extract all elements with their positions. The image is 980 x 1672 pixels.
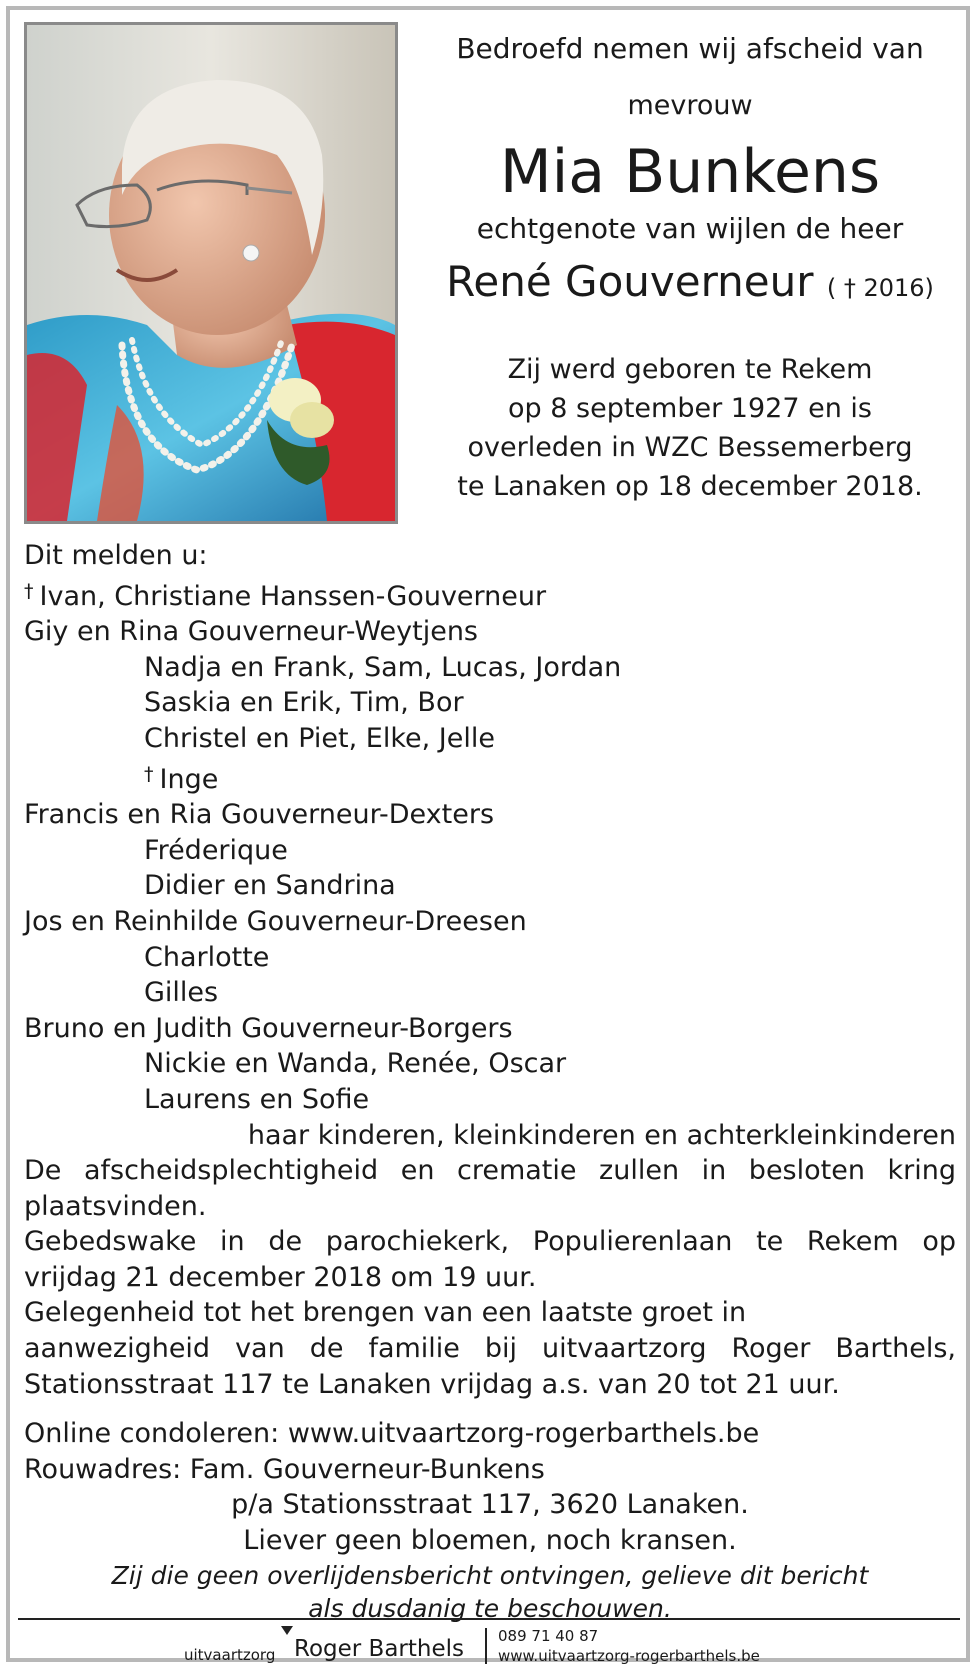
notice-line: De afscheidsplechtigheid en crematie zullen in besloten kring	[24, 1155, 956, 1187]
family-line: Nickie en Wanda, Renée, Oscar	[144, 1048, 567, 1080]
notice-line: Gebedswake in de parochiekerk, Populierenlaan te Rekem op	[24, 1226, 956, 1258]
triangle-down-icon	[281, 1626, 293, 1635]
family-line: Bruno en Judith Gouverneur-Borgers	[24, 1012, 513, 1044]
family-line: Saskia en Erik, Tim, Bor	[144, 687, 464, 719]
footer-divider	[18, 1618, 960, 1620]
portrait-illustration	[27, 25, 395, 521]
family-line: † Ivan, Christiane Hanssen-Gouverneur	[24, 579, 547, 612]
family-intro: Dit melden u:	[24, 540, 208, 571]
family-line: Jos en Reinhilde Gouverneur-Dreesen	[24, 905, 527, 937]
biography	[420, 350, 960, 506]
footer	[0, 1626, 980, 1666]
online-condolence: Online condoleren: www.uitvaartzorg-rogerbarthels.be	[24, 1418, 760, 1450]
bio-line: Zij werd geboren te Rekem	[507, 354, 873, 385]
flowers-note: Liever geen bloemen, noch kransen.	[243, 1525, 737, 1557]
family-line: Charlotte	[144, 941, 270, 973]
footer-phone: 089 71 40 87	[498, 1627, 599, 1645]
bio-line: te Lanaken op 18 december 2018.	[457, 471, 923, 502]
footer-company: Roger Barthels	[294, 1636, 464, 1662]
title-prefix: mevrouw	[627, 90, 753, 121]
footer-label: uitvaartzorg	[184, 1646, 276, 1664]
spouse-death-year: ( † 2016)	[826, 274, 934, 302]
family-line: Gilles	[144, 977, 219, 1009]
family-line: Laurens en Sofie	[144, 1083, 370, 1115]
deceased-name: Mia Bunkens	[499, 137, 881, 207]
bio-line: overleden in WZC Bessemerberg	[467, 432, 913, 463]
family-closing: haar kinderen, kleinkinderen en achterkleinkinderen	[247, 1119, 956, 1151]
notice-line: vrijdag 21 december 2018 om 19 uur.	[24, 1261, 537, 1293]
spacer	[24, 1402, 956, 1416]
bio-line: op 8 september 1927 en is	[508, 393, 872, 424]
notice-line: aanwezigheid van de familie bij uitvaartzorg Roger Barthels,	[24, 1333, 956, 1365]
family-line: Giy en Rina Gouverneur-Weytjens	[24, 616, 479, 648]
cross-symbol: †	[24, 579, 34, 602]
family-line: Christel en Piet, Elke, Jelle	[144, 722, 495, 754]
notice-line: plaatsvinden.	[24, 1190, 207, 1222]
italic-note: als dusdanig te beschouwen.	[308, 1593, 672, 1623]
footer-separator	[485, 1628, 487, 1664]
family-line: Didier en Sandrina	[144, 870, 396, 902]
intro-line: Bedroefd nemen wij afscheid van	[456, 32, 924, 65]
notice-line: Gelegenheid tot het brengen van een laatste groet in	[24, 1297, 747, 1329]
family-line: Francis en Ria Gouverneur-Dexters	[24, 799, 495, 831]
portrait-photo	[24, 22, 398, 524]
footer-website: www.uitvaartzorg-rogerbarthels.be	[498, 1647, 760, 1665]
cross-symbol: †	[144, 762, 154, 785]
notice-body	[24, 538, 956, 1625]
notice-line: Stationsstraat 117 te Lanaken vrijdag a.s. van 20 tot 21 uur.	[24, 1368, 840, 1400]
rouwadres-address: p/a Stationsstraat 117, 3620 Lanaken.	[231, 1489, 749, 1521]
rouwadres: Rouwadres: Fam. Gouverneur-Bunkens	[24, 1453, 545, 1485]
family-line: † Inge	[144, 762, 219, 795]
spouse-line	[420, 254, 960, 316]
family-line: Fréderique	[144, 834, 288, 866]
italic-note: Zij die geen overlijdensbericht ontvingen, gelieve dit bericht	[111, 1560, 869, 1590]
family-line: Nadja en Frank, Sam, Lucas, Jordan	[144, 651, 622, 683]
spouse-name: René Gouverneur	[446, 257, 814, 306]
relation-line: echtgenote van wijlen de heer	[476, 212, 904, 245]
